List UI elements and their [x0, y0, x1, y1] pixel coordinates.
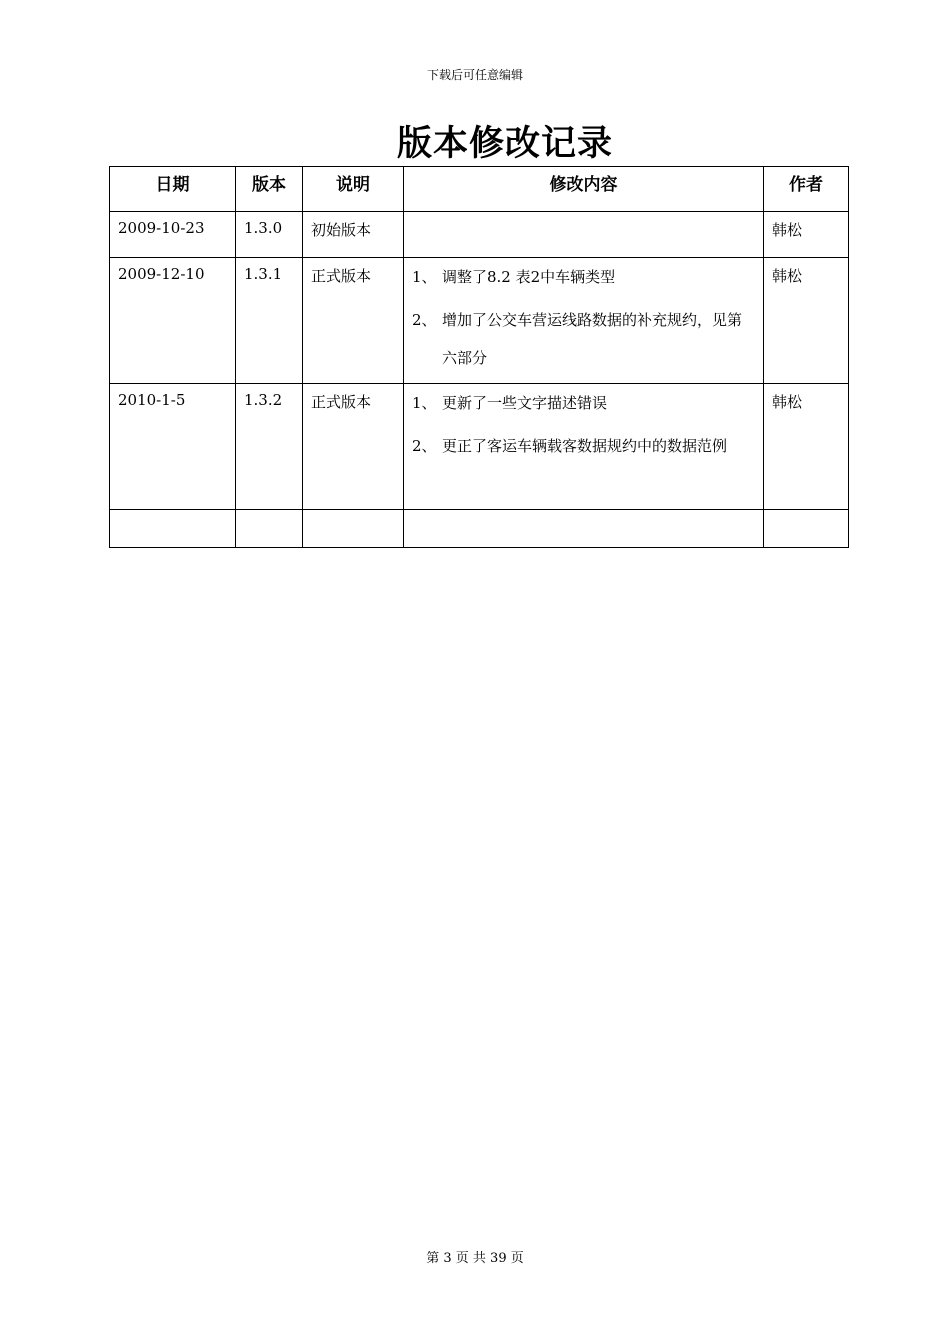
column-header-date: 日期	[110, 167, 236, 212]
change-marker: 2、	[412, 311, 437, 329]
cell-date	[110, 510, 236, 548]
change-marker: 2、	[412, 437, 437, 455]
cell-description: 正式版本	[303, 384, 404, 510]
change-text: 调整了8.2 表2中车辆类型	[442, 268, 616, 286]
table-row	[110, 258, 849, 384]
table-row	[110, 212, 849, 258]
cell-version: 1.3.2	[236, 384, 303, 510]
change-text: 更正了客运车辆载客数据规约中的数据范例	[442, 437, 728, 455]
change-item	[412, 301, 755, 377]
cell-version	[236, 510, 303, 548]
change-marker: 1、	[412, 268, 437, 286]
cell-version: 1.3.1	[236, 258, 303, 384]
change-item	[412, 258, 755, 296]
table-row	[110, 384, 849, 510]
revision-table	[109, 166, 849, 548]
column-header-version: 版本	[236, 167, 303, 212]
change-text: 更新了一些文字描述错误	[442, 394, 608, 412]
cell-date: 2010-1-5	[110, 384, 236, 510]
cell-changes	[404, 212, 764, 258]
column-header-description: 说明	[303, 167, 404, 212]
change-marker: 1、	[412, 394, 437, 412]
cell-version: 1.3.0	[236, 212, 303, 258]
cell-description: 初始版本	[303, 212, 404, 258]
page-footer: 第 3 页 共 39 页	[426, 1251, 524, 1266]
column-header-changes: 修改内容	[404, 167, 764, 212]
page-title: 版本修改记录	[396, 124, 613, 164]
cell-description	[303, 510, 404, 548]
change-item	[412, 384, 755, 422]
header-note: 下载后可任意编辑	[426, 68, 523, 82]
cell-date: 2009-12-10	[110, 258, 236, 384]
cell-author: 韩松	[764, 212, 849, 258]
cell-changes	[404, 510, 764, 548]
cell-description: 正式版本	[303, 258, 404, 384]
column-header-author: 作者	[764, 167, 849, 212]
change-text: 增加了公交车营运线路数据的补充规约，见第六部分	[442, 311, 743, 367]
cell-author: 韩松	[764, 384, 849, 510]
table-row	[110, 510, 849, 548]
cell-author	[764, 510, 849, 548]
change-item	[412, 427, 755, 465]
cell-changes	[404, 258, 764, 384]
table-header-row	[110, 167, 849, 212]
cell-author: 韩松	[764, 258, 849, 384]
cell-date: 2009-10-23	[110, 212, 236, 258]
cell-changes	[404, 384, 764, 510]
